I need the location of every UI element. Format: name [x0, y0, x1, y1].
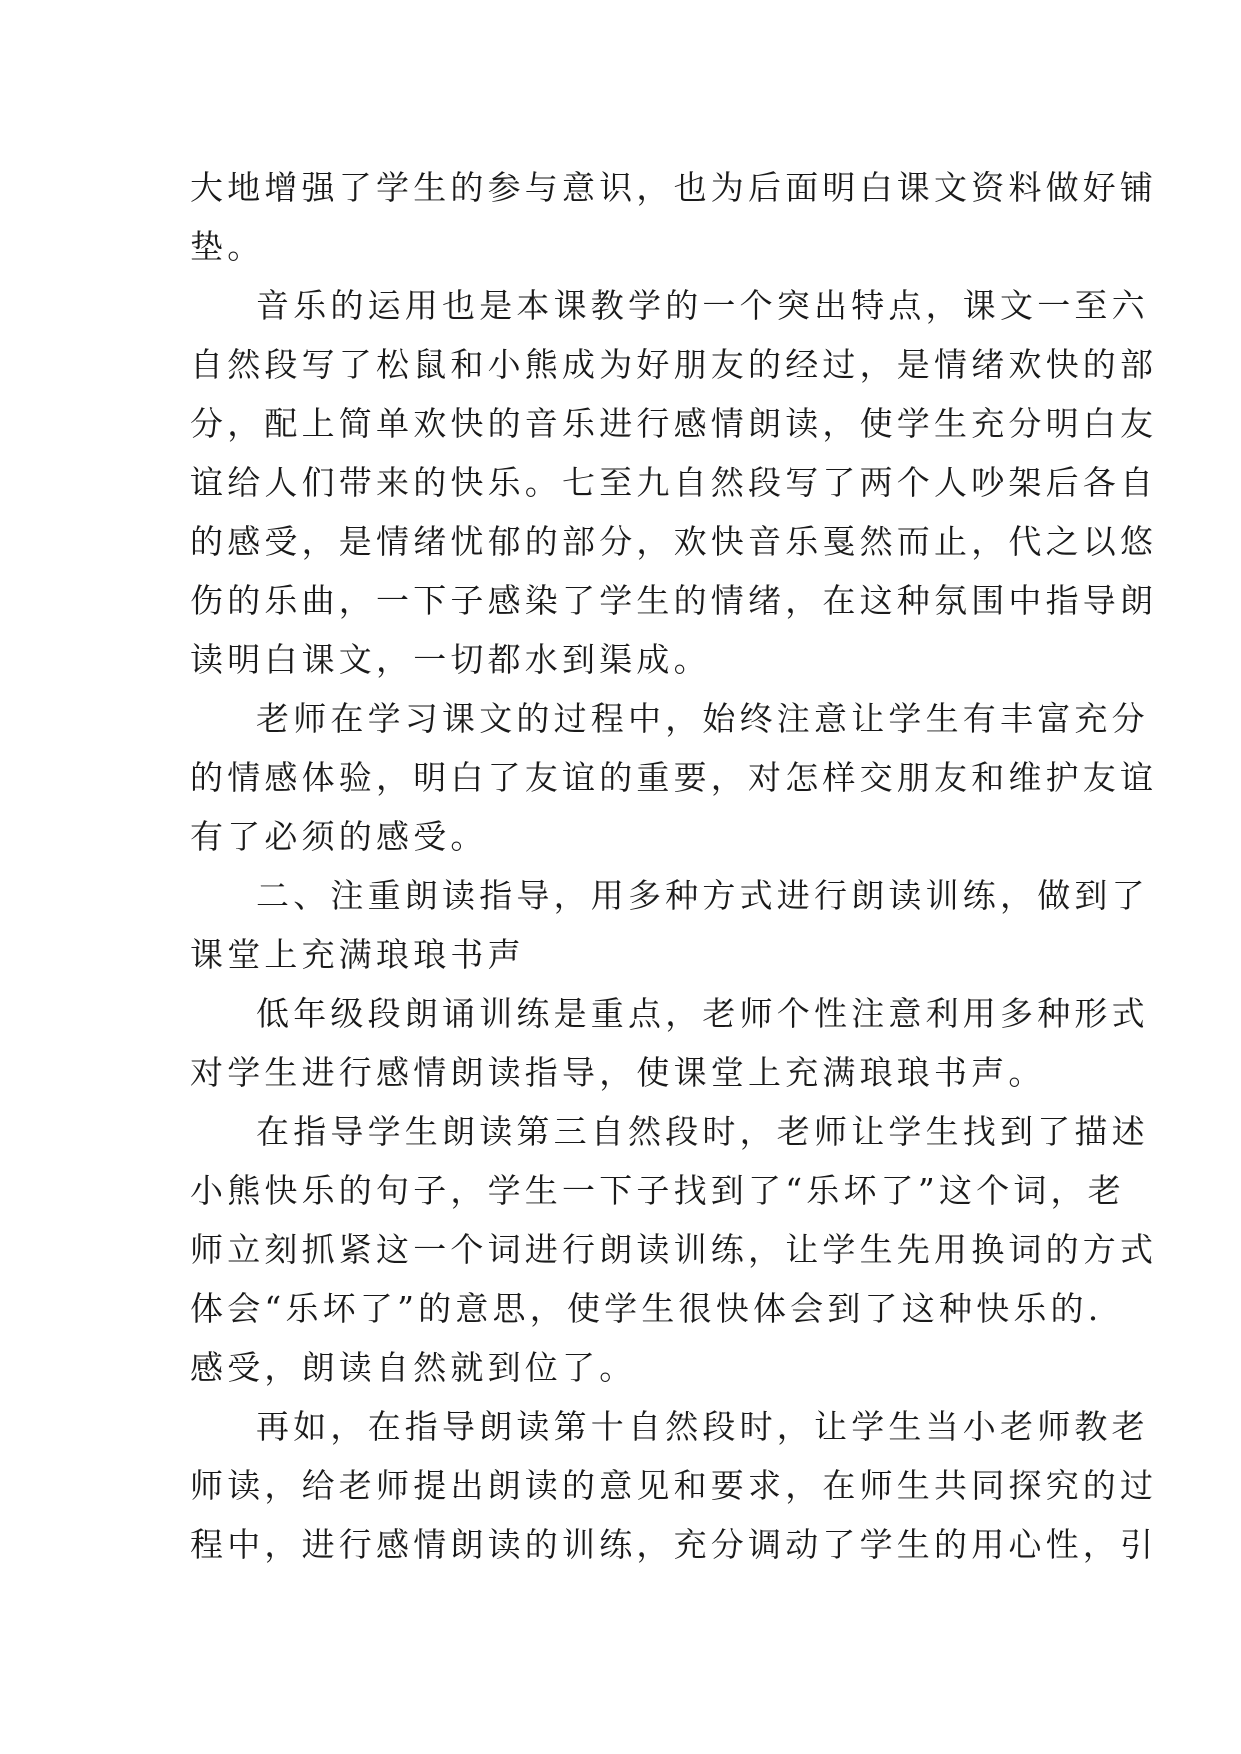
paragraph-2 [190, 276, 1158, 689]
text-line: 自然段写了松鼠和小熊成为好朋友的经过，是情绪欢快的部 [190, 345, 1158, 384]
text-line: 大地增强了学生的参与意识，也为后面明白课文资料做好铺 [190, 168, 1158, 207]
text-line: 老师在学习课文的过程中，始终注意让学生有丰富充分 [256, 699, 1149, 738]
text-line: 再如，在指导朗读第十自然段时，让学生当小老师教老 [256, 1407, 1149, 1446]
paragraph-5 [190, 984, 1149, 1102]
text-line: 的感受，是情绪忧郁的部分，欢快音乐戛然而止，代之以悠 [190, 522, 1158, 561]
text-line: 师读，给老师提出朗读的意见和要求，在师生共同探究的过 [190, 1466, 1158, 1505]
text-line: 感受，朗读自然就到位了。 [190, 1348, 637, 1387]
paragraph-7 [190, 1397, 1158, 1574]
paragraph-3 [190, 689, 1158, 866]
text-line: 师立刻抓紧这一个词进行朗读训练，让学生先用换词的方式 [190, 1230, 1158, 1269]
text-line: 对学生进行感情朗读指导，使课堂上充满琅琅书声。 [190, 1053, 1046, 1092]
text-line: 在指导学生朗读第三自然段时，老师让学生找到了描述 [256, 1112, 1149, 1151]
text-line: 体会“乐坏了”的意思，使学生很快体会到了这种快乐的. [190, 1289, 1103, 1328]
text-line: 伤的乐曲，一下子感染了学生的情绪，在这种氛围中指导朗 [190, 581, 1158, 620]
text-line: 谊给人们带来的快乐。七至九自然段写了两个人吵架后各自 [190, 463, 1158, 502]
document-body [190, 158, 1158, 1574]
text-line: 读明白课文，一切都水到渠成。 [190, 640, 711, 679]
text-line: 程中，进行感情朗读的训练，充分调动了学生的用心性，引 [190, 1525, 1158, 1564]
text-line: 垫。 [190, 227, 265, 266]
text-line: 的情感体验，明白了友谊的重要，对怎样交朋友和维护友谊 [190, 758, 1158, 797]
section-heading [190, 866, 1149, 984]
text-line: 音乐的运用也是本课教学的一个突出特点，课文一至六 [256, 286, 1149, 325]
paragraph-6 [190, 1102, 1158, 1397]
text-line: 有了必须的感受。 [190, 817, 488, 856]
heading-line: 二、注重朗读指导，用多种方式进行朗读训练，做到了 [256, 876, 1149, 915]
text-line: 低年级段朗诵训练是重点，老师个性注意利用多种形式 [256, 994, 1149, 1033]
paragraph-1 [190, 158, 1158, 276]
heading-line: 课堂上充满琅琅书声 [190, 935, 525, 974]
text-line: 小熊快乐的句子，学生一下子找到了“乐坏了”这个词，老 [190, 1171, 1125, 1210]
text-line: 分，配上简单欢快的音乐进行感情朗读，使学生充分明白友 [190, 404, 1158, 443]
